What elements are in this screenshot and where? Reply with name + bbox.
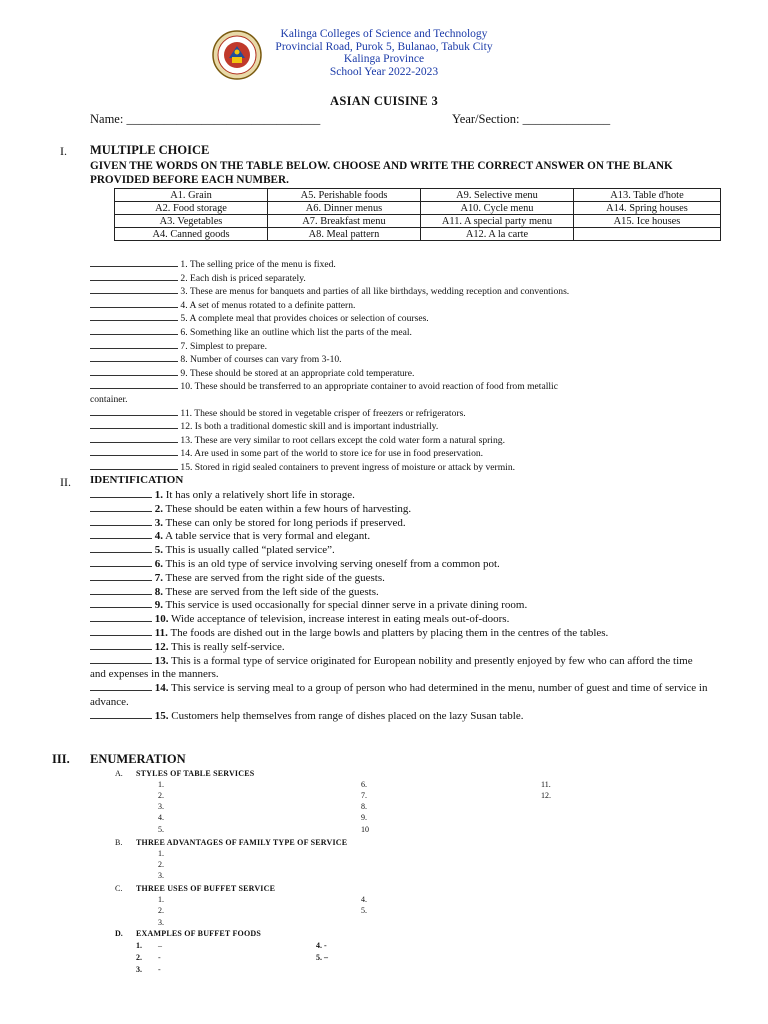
list-item: 3. <box>158 871 164 880</box>
answer-blank[interactable] <box>90 272 178 281</box>
answer-blank[interactable] <box>90 530 152 539</box>
item-number: 6. <box>154 557 163 570</box>
item-number: 11. <box>154 626 168 639</box>
part3-roman: III. <box>52 752 70 766</box>
list-item <box>90 682 710 710</box>
question-text: This is a formal type of service originated for European nobility and presently enjoyed by few who can afford the time and expenses in the manners. <box>90 654 693 681</box>
item-number: 7. <box>154 571 163 584</box>
table-cell: A12. A la carte <box>421 228 574 241</box>
list-item <box>90 710 710 724</box>
list-item: 1. <box>158 895 164 904</box>
answer-blank[interactable] <box>90 407 178 416</box>
table-row <box>115 202 721 215</box>
list-item <box>90 367 710 381</box>
enum-c-letter: C. <box>115 884 123 893</box>
list-item <box>90 572 710 586</box>
item-number: 10. <box>154 613 169 626</box>
list-item <box>90 407 710 421</box>
question-text: 1. The selling price of the menu is fixed. <box>180 259 336 270</box>
list-item: 2. <box>158 860 164 869</box>
choices-table <box>114 188 721 241</box>
question-text: This service is used occasionally for special dinner serve in a private dining room. <box>163 599 528 612</box>
list-item <box>90 312 710 326</box>
answer-blank[interactable] <box>90 503 152 512</box>
answer-blank[interactable] <box>90 258 178 267</box>
list-item <box>90 326 710 340</box>
list-item: 2. <box>158 791 164 800</box>
answer-blank[interactable] <box>90 461 178 470</box>
part2-heading: IDENTIFICATION <box>90 474 184 486</box>
enum-a-title: STYLES OF TABLE SERVICES <box>136 769 255 778</box>
list-item <box>90 299 710 313</box>
answer-blank[interactable] <box>90 353 178 362</box>
table-cell: A14. Spring houses <box>574 202 721 215</box>
question-text: These are served from the right side of the guests. <box>163 571 385 584</box>
answer-blank[interactable] <box>90 572 152 581</box>
list-item: 3. <box>158 918 164 927</box>
answer-blank[interactable] <box>90 340 178 349</box>
table-row <box>115 189 721 202</box>
answer-blank[interactable] <box>90 299 178 308</box>
table-cell: A4. Canned goods <box>115 228 268 241</box>
answer-blank[interactable] <box>90 641 152 650</box>
question-text: It has only a relatively short life in storage. <box>163 489 355 501</box>
item-number: 1. <box>154 489 163 501</box>
answer-blank[interactable] <box>90 285 178 294</box>
question-text: 11. These should be stored in vegetable crisper of freezers or refrigerators. <box>180 407 466 419</box>
list-item <box>90 558 710 572</box>
part1-heading: MULTIPLE CHOICE <box>90 143 210 157</box>
answer-blank[interactable] <box>90 312 178 321</box>
question-text: These are served from the left side of the guests. <box>163 585 379 598</box>
question-text: 12. Is both a traditional domestic skill and is important industrially. <box>180 421 439 433</box>
table-row <box>115 228 721 241</box>
list-item <box>90 420 710 434</box>
year-section-field[interactable]: Year/Section: ______________ <box>452 112 611 126</box>
list-item: 6. <box>361 780 367 789</box>
table-cell: A13. Table d'hote <box>574 189 721 202</box>
list-item: 9. <box>361 813 367 822</box>
school-header <box>0 28 768 78</box>
part1-roman: I. <box>60 144 67 158</box>
item-number: 3. <box>154 516 163 529</box>
question-text: This is usually called “plated service”. <box>163 544 335 557</box>
question-text: 4. A set of menus rotated to a definite pattern. <box>180 299 356 311</box>
list-item: 4. <box>158 813 164 822</box>
list-item: 1. <box>158 849 164 858</box>
question-text: A table service that is very formal and elegant. <box>163 530 371 543</box>
table-cell: A15. Ice houses <box>574 215 721 228</box>
question-text: 9. These should be stored at an appropriate cold temperature. <box>180 367 415 379</box>
question-text: 7. Simplest to prepare. <box>180 340 267 352</box>
list-item <box>90 641 710 655</box>
identification-list <box>90 489 710 724</box>
list-item <box>90 586 710 600</box>
answer-blank[interactable] <box>90 586 152 595</box>
answer-blank[interactable] <box>90 326 178 335</box>
answer-blank[interactable] <box>90 434 178 443</box>
answer-blank[interactable] <box>90 380 178 389</box>
list-item: 5. – <box>316 953 328 962</box>
list-item: 4. - <box>316 941 327 950</box>
table-cell: A5. Perishable foods <box>268 189 421 202</box>
table-row <box>115 215 721 228</box>
item-number: 15. <box>154 709 169 722</box>
part3-heading: ENUMERATION <box>90 752 186 766</box>
school-name: Kalinga Colleges of Science and Technology <box>280 28 488 40</box>
list-item: 5. <box>361 906 367 915</box>
list-item <box>90 434 710 448</box>
multiple-choice-list <box>90 258 710 475</box>
item-number: 8. <box>154 585 163 598</box>
list-item-mark: - <box>158 953 161 962</box>
item-number: 9. <box>154 599 163 612</box>
enum-a-letter: A. <box>115 769 123 778</box>
question-text: Wide acceptance of television, increase interest in eating meals out-of-doors. <box>168 613 510 626</box>
list-item <box>90 544 710 558</box>
item-number: 12. <box>154 640 169 653</box>
school-year: School Year 2022-2023 <box>329 65 439 78</box>
table-cell: A9. Selective menu <box>421 189 574 202</box>
list-item: 2. <box>136 953 142 962</box>
question-text: 13. These are very similar to root cellars except the cold water form a natural spring. <box>180 434 505 446</box>
list-item <box>90 613 710 627</box>
list-item-mark: – <box>158 941 162 950</box>
question-text: These should be eaten within a few hours of harvesting. <box>163 502 412 515</box>
answer-blank[interactable] <box>90 544 152 553</box>
enum-b-letter: B. <box>115 838 123 847</box>
table-cell: A10. Cycle menu <box>421 202 574 215</box>
list-item: 7. <box>361 791 367 800</box>
table-cell: A7. Breakfast menu <box>268 215 421 228</box>
answer-blank[interactable] <box>90 710 152 719</box>
answer-blank[interactable] <box>90 627 152 636</box>
item-number: 14. <box>154 682 169 695</box>
list-item <box>90 340 710 354</box>
list-item: 3. <box>158 802 164 811</box>
list-item <box>90 627 710 641</box>
item-number: 2. <box>154 502 163 515</box>
list-item <box>90 599 710 613</box>
list-item <box>90 258 710 272</box>
list-item <box>90 285 710 299</box>
answer-blank[interactable] <box>90 420 178 429</box>
school-province: Kalinga Province <box>343 53 425 65</box>
exam-title: ASIAN CUISINE 3 <box>330 94 438 108</box>
answer-blank[interactable] <box>90 682 152 691</box>
answer-blank[interactable] <box>90 599 152 608</box>
list-item <box>90 447 710 461</box>
question-text: 3. These are menus for banquets and parties of all like birthdays, wedding reception and conventions. <box>180 286 570 298</box>
answer-blank[interactable] <box>90 489 152 498</box>
part1-instructions: GIVEN THE WORDS ON THE TABLE BELOW. CHOOSE AND WRITE THE CORRECT ANSWER ON THE BLANK PROVIDED BEFORE EACH NUMBER. <box>90 160 673 186</box>
part2-roman: II. <box>60 475 71 489</box>
item-number: 5. <box>154 544 163 557</box>
table-cell: A6. Dinner menus <box>268 202 421 215</box>
list-item: 11. <box>541 780 551 789</box>
list-item: 10 <box>361 825 369 834</box>
list-item: 1. <box>136 941 142 950</box>
name-field[interactable]: Name: _______________________________ <box>90 112 321 126</box>
enum-b-title: THREE ADVANTAGES OF FAMILY TYPE OF SERVICE <box>136 838 348 847</box>
question-text: This is an old type of service involving serving oneself from a common pot. <box>163 557 500 570</box>
question-text: 5. A complete meal that provides choices or selection of courses. <box>180 313 429 325</box>
question-text: These can only be stored for long periods if preserved. <box>163 516 406 529</box>
question-text: Customers help themselves from range of dishes placed on the lazy Susan table. <box>168 709 524 722</box>
list-item <box>90 489 710 503</box>
list-item: 12. <box>541 791 551 800</box>
table-cell: A11. A special party menu <box>421 215 574 228</box>
enum-c-title: THREE USES OF BUFFET SERVICE <box>136 884 276 893</box>
list-item: 5. <box>158 825 164 834</box>
list-item: 2. <box>158 906 164 915</box>
item-number: 13. <box>154 654 169 667</box>
question-text: This service is serving meal to a group of person who had determined in the menu, number of guest and time of service in advance. <box>90 682 708 708</box>
item-number: 4. <box>154 530 163 543</box>
list-item <box>90 530 710 544</box>
school-address: Provincial Road, Purok 5, Bulanao, Tabuk City <box>275 40 493 53</box>
list-item: 8. <box>361 802 367 811</box>
list-item-mark: - <box>158 965 161 974</box>
question-text: 6. Something like an outline which list the parts of the meal. <box>180 326 412 338</box>
table-cell: A3. Vegetables <box>115 215 268 228</box>
table-cell: A1. Grain <box>115 189 268 202</box>
table-cell: A2. Food storage <box>115 202 268 215</box>
list-item <box>90 517 710 531</box>
answer-blank[interactable] <box>90 517 152 526</box>
question-text: 15. Stored in rigid sealed containers to prevent ingress of moisture or attack by vermin. <box>180 461 516 473</box>
answer-blank[interactable] <box>90 655 152 664</box>
table-cell: A8. Meal pattern <box>268 228 421 241</box>
list-item <box>90 272 710 286</box>
answer-blank[interactable] <box>90 367 178 376</box>
list-item: 1. <box>158 780 164 789</box>
answer-blank[interactable] <box>90 613 152 622</box>
enum-d-title: EXAMPLES OF BUFFET FOODS <box>136 929 262 938</box>
answer-blank[interactable] <box>90 558 152 567</box>
question-text: 14. Are used in some part of the world to store ice for use in food preservation. <box>180 448 484 460</box>
list-item <box>90 353 710 367</box>
enum-d-letter: D. <box>115 929 123 938</box>
list-item <box>90 503 710 517</box>
question-text: This is really self-service. <box>168 640 285 653</box>
table-cell <box>574 228 721 241</box>
list-item <box>90 380 710 394</box>
question-text: The foods are dished out in the large bowls and platters by placing them in the centres of the tables. <box>167 626 609 639</box>
list-item: 3. <box>136 965 142 974</box>
list-item <box>90 655 710 683</box>
list-item <box>90 461 710 475</box>
question-text: 8. Number of courses can vary from 3-10. <box>180 354 342 366</box>
question-text: 10. These should be transferred to an appropriate container to avoid reaction of food from metallic <box>180 381 558 393</box>
question-text: 2. Each dish is priced separately. <box>180 272 306 284</box>
list-item-continuation: container. <box>90 393 128 405</box>
list-item: 4. <box>361 895 367 904</box>
answer-blank[interactable] <box>90 447 178 456</box>
